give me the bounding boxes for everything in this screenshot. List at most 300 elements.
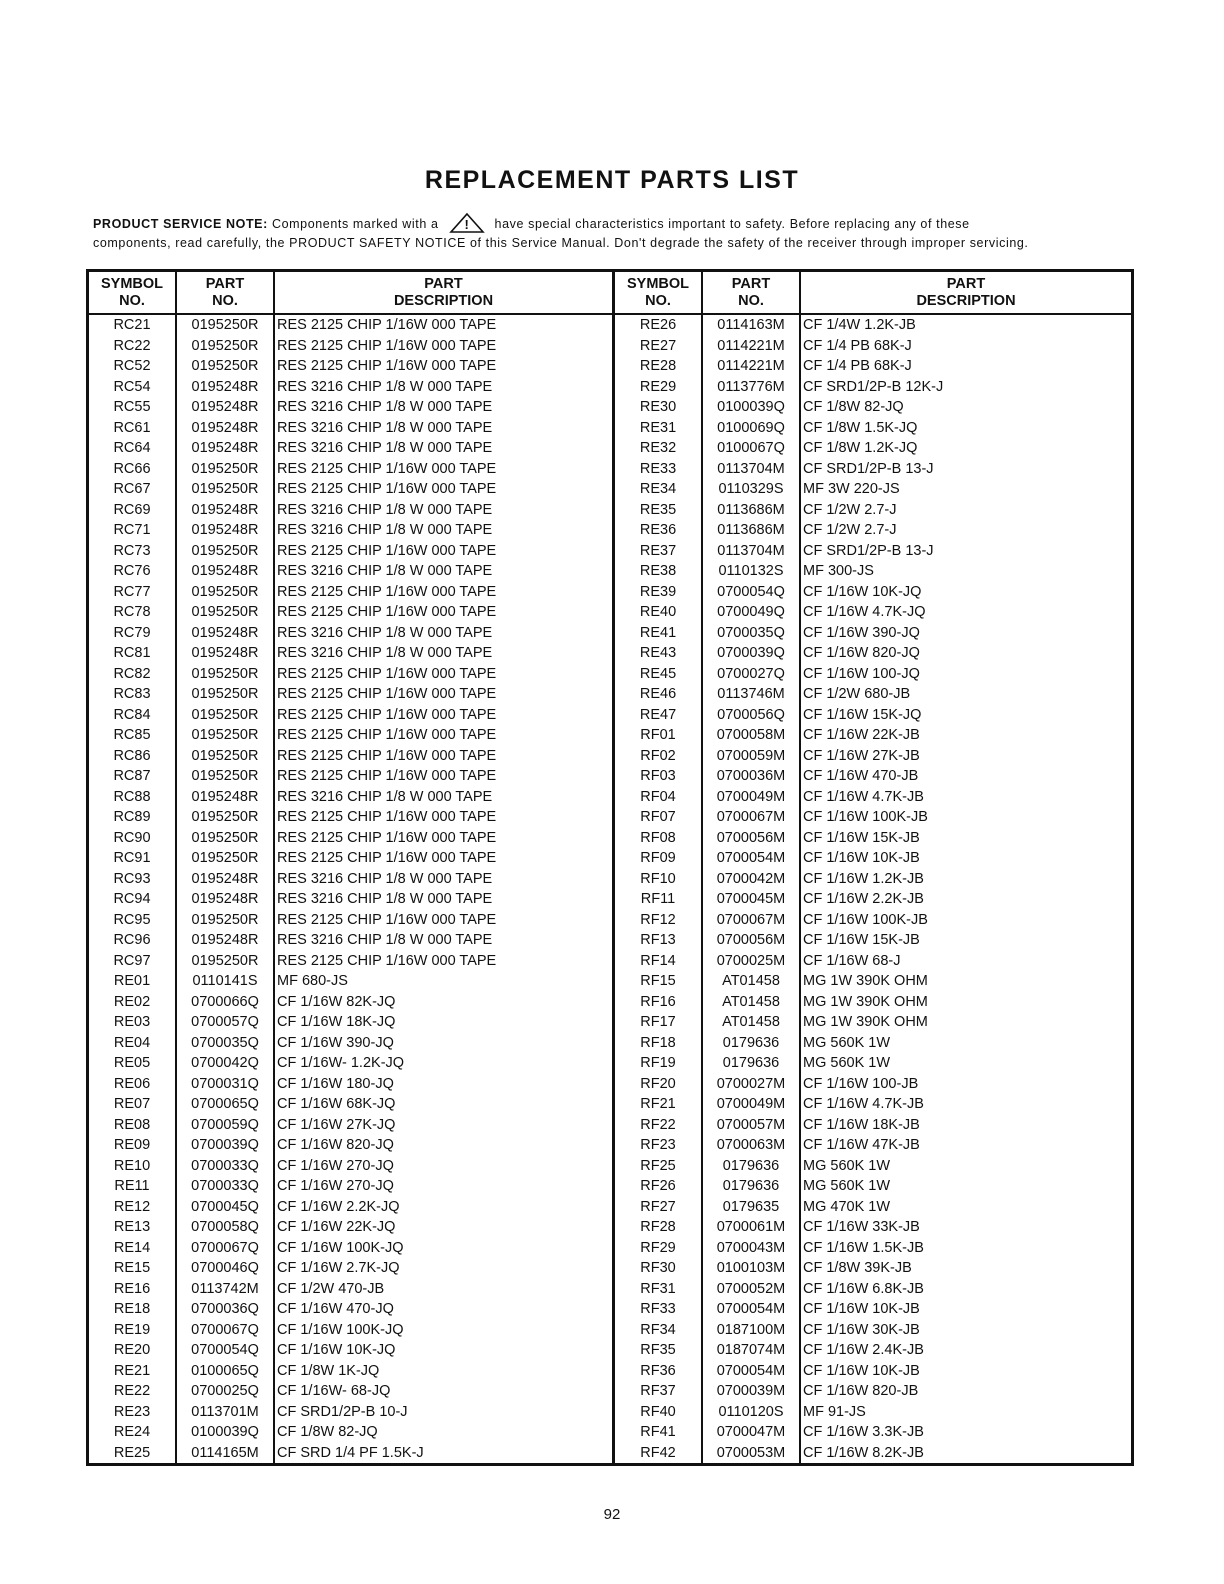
symbol-no: RF17 — [615, 1012, 703, 1033]
symbol-no: RC84 — [89, 705, 177, 726]
symbol-no: RE07 — [89, 1094, 177, 1115]
table-row — [89, 1320, 612, 1341]
part-no: 0700039M — [703, 1381, 801, 1402]
table-row — [615, 1115, 1131, 1136]
symbol-no: RE04 — [89, 1033, 177, 1054]
part-no: AT01458 — [703, 1012, 801, 1033]
table-row — [615, 520, 1131, 541]
part-no: 0700045Q — [177, 1197, 275, 1218]
symbol-no: RF40 — [615, 1402, 703, 1423]
table-row — [89, 1443, 612, 1464]
svg-text:!: ! — [464, 217, 469, 232]
table-row — [615, 1074, 1131, 1095]
part-description: CF 1/16W 68K-JQ — [277, 1096, 396, 1113]
part-no: 0195250R — [177, 828, 275, 849]
part-no: AT01458 — [703, 971, 801, 992]
symbol-no: RE06 — [89, 1074, 177, 1095]
part-description: CF 1/16W 68-J — [803, 952, 901, 969]
table-row — [89, 623, 612, 644]
part-no: 0110141S — [177, 971, 275, 992]
header-symbol-line2: NO. — [645, 292, 671, 309]
part-no: 0700025M — [703, 951, 801, 972]
table-row — [89, 561, 612, 582]
part-no: 0700067M — [703, 910, 801, 931]
part-description: CF 1/16W 1.5K-JB — [803, 1239, 924, 1256]
part-description: RES 2125 CHIP 1/16W 000 TAPE — [277, 481, 497, 498]
part-no: 0700059M — [703, 746, 801, 767]
part-description: CF 1/16W 820-JB — [803, 1383, 919, 1400]
part-no: 0100067Q — [703, 438, 801, 459]
part-description: CF 1/16W 100-JQ — [803, 665, 920, 682]
symbol-no: RE46 — [615, 684, 703, 705]
part-no: 0195250R — [177, 848, 275, 869]
table-row — [89, 1299, 612, 1320]
part-no: 0700054M — [703, 1361, 801, 1382]
symbol-no: RC89 — [89, 807, 177, 828]
symbol-no: RE10 — [89, 1156, 177, 1177]
part-description: CF 1/16W 2.2K-JB — [803, 891, 924, 908]
symbol-no: RF14 — [615, 951, 703, 972]
table-row — [615, 1156, 1131, 1177]
symbol-no: RC97 — [89, 951, 177, 972]
header-partno-line2: NO. — [212, 292, 238, 309]
part-no: 0110132S — [703, 561, 801, 582]
symbol-no: RC85 — [89, 725, 177, 746]
left-rows — [89, 315, 612, 1463]
part-description: CF 1/16W 390-JQ — [277, 1034, 394, 1051]
table-row — [89, 315, 612, 336]
symbol-no: RE14 — [89, 1238, 177, 1259]
part-description: RES 2125 CHIP 1/16W 000 TAPE — [277, 665, 497, 682]
part-description: RES 2125 CHIP 1/16W 000 TAPE — [277, 952, 497, 969]
table-row — [615, 725, 1131, 746]
part-description: CF 1/2W 470-JB — [277, 1280, 385, 1297]
part-no: 0700027Q — [703, 664, 801, 685]
part-no: 0700059Q — [177, 1115, 275, 1136]
table-row — [615, 438, 1131, 459]
symbol-no: RC94 — [89, 889, 177, 910]
symbol-no: RC52 — [89, 356, 177, 377]
part-no: 0700047M — [703, 1422, 801, 1443]
symbol-no: RF25 — [615, 1156, 703, 1177]
part-no: 0195248R — [177, 787, 275, 808]
part-no: 0195250R — [177, 766, 275, 787]
note-line-2: components, read carefully, the PRODUCT SAFETY NOTICE of this Service Manual. Don't degrade the safety of the receiver through improper servicing. — [93, 236, 1029, 250]
note-label: PRODUCT SERVICE NOTE: — [93, 217, 268, 231]
part-no: 0700036M — [703, 766, 801, 787]
part-description: RES 3216 CHIP 1/8 W 000 TAPE — [277, 788, 493, 805]
part-description: CF 1/16W 820-JQ — [803, 645, 920, 662]
page-number: 92 — [603, 1506, 621, 1523]
part-no: 0700053M — [703, 1443, 801, 1464]
part-no: 0700058Q — [177, 1217, 275, 1238]
symbol-no: RC21 — [89, 315, 177, 336]
part-no: 0100103M — [703, 1258, 801, 1279]
table-row — [615, 889, 1131, 910]
symbol-no: RE01 — [89, 971, 177, 992]
part-description: CF 1/8W 1.5K-JQ — [803, 419, 918, 436]
table-row — [89, 397, 612, 418]
part-no: 0195248R — [177, 869, 275, 890]
symbol-no: RF26 — [615, 1176, 703, 1197]
symbol-no: RF28 — [615, 1217, 703, 1238]
part-description: CF 1/16W 470-JB — [803, 768, 919, 785]
part-no: 0700054M — [703, 848, 801, 869]
part-no: 0700043M — [703, 1238, 801, 1259]
symbol-no: RC81 — [89, 643, 177, 664]
part-description: CF 1/8W 1K-JQ — [277, 1362, 380, 1379]
symbol-no: RE33 — [615, 459, 703, 480]
part-description: CF 1/16W 100K-JQ — [277, 1321, 404, 1338]
part-no: 0195248R — [177, 643, 275, 664]
part-no: 0700054Q — [703, 582, 801, 603]
table-row — [89, 807, 612, 828]
part-no: 0195248R — [177, 520, 275, 541]
part-description: RES 2125 CHIP 1/16W 000 TAPE — [277, 337, 497, 354]
table-row — [89, 684, 612, 705]
part-no: 0700039Q — [177, 1135, 275, 1156]
part-no: 0195250R — [177, 602, 275, 623]
symbol-no: RF09 — [615, 848, 703, 869]
part-no: 0700039Q — [703, 643, 801, 664]
part-no: 0100039Q — [177, 1422, 275, 1443]
symbol-no: RF20 — [615, 1074, 703, 1095]
part-description: CF SRD1/2P-B 12K-J — [803, 378, 944, 395]
part-no: 0100065Q — [177, 1361, 275, 1382]
part-description: CF 1/2W 2.7-J — [803, 522, 897, 539]
part-no: 0195248R — [177, 623, 275, 644]
symbol-no: RE21 — [89, 1361, 177, 1382]
part-no: 0114163M — [703, 315, 801, 336]
part-no: 0700056M — [703, 828, 801, 849]
table-row — [615, 848, 1131, 869]
table-row — [615, 1258, 1131, 1279]
part-no: 0187100M — [703, 1320, 801, 1341]
table-row — [89, 828, 612, 849]
table-row — [615, 1197, 1131, 1218]
header-desc-line1: PART — [424, 275, 463, 292]
table-row — [615, 1381, 1131, 1402]
table-row — [89, 582, 612, 603]
part-no: 0195250R — [177, 479, 275, 500]
symbol-no: RE36 — [615, 520, 703, 541]
symbol-no: RF21 — [615, 1094, 703, 1115]
parts-table-left — [89, 272, 615, 1463]
table-row — [615, 418, 1131, 439]
part-no: 0700066Q — [177, 992, 275, 1013]
table-row — [89, 705, 612, 726]
part-description: RES 2125 CHIP 1/16W 000 TAPE — [277, 809, 497, 826]
table-row — [89, 1115, 612, 1136]
table-row — [89, 992, 612, 1013]
symbol-no: RE25 — [89, 1443, 177, 1464]
part-no: 0700042M — [703, 869, 801, 890]
part-no: 0195250R — [177, 951, 275, 972]
table-row — [89, 643, 612, 664]
part-no: 0179636 — [703, 1156, 801, 1177]
symbol-no: RC93 — [89, 869, 177, 890]
symbol-no: RC87 — [89, 766, 177, 787]
symbol-no: RC22 — [89, 336, 177, 357]
table-row — [89, 664, 612, 685]
table-row — [89, 889, 612, 910]
part-description: MG 1W 390K OHM — [803, 973, 928, 990]
part-no: 0187074M — [703, 1340, 801, 1361]
table-row — [89, 1279, 612, 1300]
part-description: CF 1/16W- 1.2K-JQ — [277, 1055, 405, 1072]
part-description: CF 1/8W 82-JQ — [277, 1424, 378, 1441]
part-description: CF 1/16W 270-JQ — [277, 1178, 394, 1195]
part-description: CF 1/16W- 68-JQ — [277, 1383, 391, 1400]
part-description: CF 1/16W 100K-JB — [803, 911, 928, 928]
part-description: CF 1/16W 4.7K-JB — [803, 1096, 924, 1113]
table-row — [89, 1258, 612, 1279]
part-description: CF 1/16W 180-JQ — [277, 1075, 394, 1092]
part-description: RES 3216 CHIP 1/8 W 000 TAPE — [277, 522, 493, 539]
table-row — [615, 746, 1131, 767]
part-description: CF 1/16W 33K-JB — [803, 1219, 920, 1236]
symbol-no: RE28 — [615, 356, 703, 377]
part-no: 0195248R — [177, 500, 275, 521]
table-row — [615, 459, 1131, 480]
part-no: 0700058M — [703, 725, 801, 746]
table-row — [615, 315, 1131, 336]
table-row — [89, 1176, 612, 1197]
symbol-no: RE02 — [89, 992, 177, 1013]
part-no: 0700067Q — [177, 1238, 275, 1259]
symbol-no: RE40 — [615, 602, 703, 623]
table-row — [89, 766, 612, 787]
symbol-no: RE15 — [89, 1258, 177, 1279]
part-description: RES 3216 CHIP 1/8 W 000 TAPE — [277, 891, 493, 908]
part-description: CF SRD 1/4 PF 1.5K-J — [277, 1444, 424, 1461]
symbol-no: RE08 — [89, 1115, 177, 1136]
part-no: 0195250R — [177, 684, 275, 705]
part-no: 0195248R — [177, 418, 275, 439]
symbol-no: RF22 — [615, 1115, 703, 1136]
part-no: 0195250R — [177, 910, 275, 931]
part-description: CF 1/16W 100K-JB — [803, 809, 928, 826]
part-no: 0700036Q — [177, 1299, 275, 1320]
part-no: 0195250R — [177, 315, 275, 336]
part-no: 0700042Q — [177, 1053, 275, 1074]
symbol-no: RE18 — [89, 1299, 177, 1320]
part-description: CF 1/16W 27K-JB — [803, 747, 920, 764]
part-no: 0110120S — [703, 1402, 801, 1423]
header-desc-line2: DESCRIPTION — [916, 292, 1016, 309]
table-row — [615, 1361, 1131, 1382]
table-row — [615, 643, 1131, 664]
symbol-no: RF34 — [615, 1320, 703, 1341]
symbol-no: RF33 — [615, 1299, 703, 1320]
table-row — [615, 930, 1131, 951]
part-description: CF 1/16W 4.7K-JB — [803, 788, 924, 805]
part-no: 0195248R — [177, 561, 275, 582]
table-row — [89, 479, 612, 500]
symbol-no: RE03 — [89, 1012, 177, 1033]
part-description: RES 2125 CHIP 1/16W 000 TAPE — [277, 358, 497, 375]
part-no: 0179636 — [703, 1176, 801, 1197]
part-no: 0195250R — [177, 356, 275, 377]
symbol-no: RE05 — [89, 1053, 177, 1074]
part-description: CF 1/4 PB 68K-J — [803, 337, 912, 354]
table-row — [89, 1012, 612, 1033]
part-description: CF 1/16W 47K-JB — [803, 1137, 920, 1154]
table-row — [89, 1053, 612, 1074]
part-description: CF 1/16W 6.8K-JB — [803, 1280, 924, 1297]
symbol-no: RE37 — [615, 541, 703, 562]
part-description: RES 3216 CHIP 1/8 W 000 TAPE — [277, 419, 493, 436]
part-description: CF 1/4W 1.2K-JB — [803, 317, 916, 334]
part-no: 0113686M — [703, 500, 801, 521]
table-row — [615, 582, 1131, 603]
part-no: 0113704M — [703, 459, 801, 480]
symbol-no: RC83 — [89, 684, 177, 705]
symbol-no: RC82 — [89, 664, 177, 685]
symbol-no: RF29 — [615, 1238, 703, 1259]
part-no: 0700035Q — [177, 1033, 275, 1054]
symbol-no: RC67 — [89, 479, 177, 500]
part-description: CF 1/8W 1.2K-JQ — [803, 440, 918, 457]
part-description: CF 1/4 PB 68K-J — [803, 358, 912, 375]
table-row — [89, 377, 612, 398]
table-row — [89, 1361, 612, 1382]
symbol-no: RE19 — [89, 1320, 177, 1341]
symbol-no: RF27 — [615, 1197, 703, 1218]
part-description: CF 1/16W 27K-JQ — [277, 1116, 396, 1133]
table-header — [615, 272, 1131, 315]
table-row — [615, 356, 1131, 377]
part-description: RES 3216 CHIP 1/8 W 000 TAPE — [277, 440, 493, 457]
part-no: 0179635 — [703, 1197, 801, 1218]
table-row — [615, 1053, 1131, 1074]
part-description: CF 1/16W 100K-JQ — [277, 1239, 404, 1256]
part-description: RES 2125 CHIP 1/16W 000 TAPE — [277, 460, 497, 477]
parts-table-right — [615, 272, 1131, 1463]
table-row — [89, 1197, 612, 1218]
symbol-no: RC64 — [89, 438, 177, 459]
part-no: 0700067Q — [177, 1320, 275, 1341]
part-description: MF 91-JS — [803, 1403, 866, 1420]
part-no: 0195250R — [177, 582, 275, 603]
symbol-no: RE13 — [89, 1217, 177, 1238]
part-description: CF 1/16W 82K-JQ — [277, 993, 396, 1010]
symbol-no: RF36 — [615, 1361, 703, 1382]
symbol-no: RE31 — [615, 418, 703, 439]
symbol-no: RC90 — [89, 828, 177, 849]
part-description: CF 1/16W 22K-JQ — [277, 1219, 396, 1236]
table-row — [615, 1402, 1131, 1423]
note-text-after-icon: have special characteristics important to safety. Before replacing any of these — [494, 217, 970, 231]
part-description: CF 1/16W 390-JQ — [803, 624, 920, 641]
header-symbol-line1: SYMBOL — [100, 275, 164, 292]
table-row — [615, 684, 1131, 705]
part-no: 0700049M — [703, 1094, 801, 1115]
part-no: 0195248R — [177, 889, 275, 910]
table-row — [615, 828, 1131, 849]
symbol-no: RF02 — [615, 746, 703, 767]
table-row — [89, 725, 612, 746]
part-no: 0100069Q — [703, 418, 801, 439]
part-no: 0700054M — [703, 1299, 801, 1320]
symbol-no: RC91 — [89, 848, 177, 869]
part-description: CF 1/8W 82-JQ — [803, 399, 904, 416]
table-row — [615, 787, 1131, 808]
table-row — [89, 951, 612, 972]
symbol-no: RC77 — [89, 582, 177, 603]
part-no: 0114221M — [703, 336, 801, 357]
table-row — [89, 418, 612, 439]
part-description: RES 2125 CHIP 1/16W 000 TAPE — [277, 583, 497, 600]
part-description: CF 1/16W 2.4K-JB — [803, 1342, 924, 1359]
table-row — [89, 1074, 612, 1095]
part-description: RES 3216 CHIP 1/8 W 000 TAPE — [277, 932, 493, 949]
part-no: 0700033Q — [177, 1176, 275, 1197]
part-no: 0195250R — [177, 459, 275, 480]
table-row — [615, 869, 1131, 890]
part-description: RES 2125 CHIP 1/16W 000 TAPE — [277, 604, 497, 621]
table-row — [615, 1299, 1131, 1320]
symbol-no: RE35 — [615, 500, 703, 521]
table-row — [615, 971, 1131, 992]
part-no: 0113701M — [177, 1402, 275, 1423]
table-row — [615, 1033, 1131, 1054]
symbol-no: RC71 — [89, 520, 177, 541]
right-rows — [615, 315, 1131, 1463]
table-row — [615, 1135, 1131, 1156]
symbol-no: RF37 — [615, 1381, 703, 1402]
part-description: MF 680-JS — [277, 973, 348, 990]
table-row — [615, 541, 1131, 562]
part-description: CF 1/16W 3.3K-JB — [803, 1424, 924, 1441]
symbol-no: RE24 — [89, 1422, 177, 1443]
part-description: CF 1/16W 2.2K-JQ — [277, 1198, 400, 1215]
part-description: CF SRD1/2P-B 13-J — [803, 542, 934, 559]
part-no: 0700025Q — [177, 1381, 275, 1402]
part-description: RES 2125 CHIP 1/16W 000 TAPE — [277, 706, 497, 723]
part-description: MG 560K 1W — [803, 1055, 891, 1072]
part-no: 0195250R — [177, 336, 275, 357]
part-no: 0113746M — [703, 684, 801, 705]
part-no: 0700065Q — [177, 1094, 275, 1115]
part-description: CF SRD1/2P-B 10-J — [277, 1403, 408, 1420]
symbol-no: RF11 — [615, 889, 703, 910]
table-row — [615, 561, 1131, 582]
table-header — [89, 272, 612, 315]
part-description: MG 560K 1W — [803, 1178, 891, 1195]
part-no: AT01458 — [703, 992, 801, 1013]
table-row — [615, 1176, 1131, 1197]
table-row — [89, 1422, 612, 1443]
table-row — [89, 930, 612, 951]
header-partno-line2: NO. — [738, 292, 764, 309]
symbol-no: RF16 — [615, 992, 703, 1013]
table-row — [89, 459, 612, 480]
part-description: RES 2125 CHIP 1/16W 000 TAPE — [277, 727, 497, 744]
symbol-no: RC69 — [89, 500, 177, 521]
part-no: 0700045M — [703, 889, 801, 910]
part-no: 0700056Q — [703, 705, 801, 726]
table-row — [615, 1238, 1131, 1259]
part-no: 0114221M — [703, 356, 801, 377]
part-description: RES 2125 CHIP 1/16W 000 TAPE — [277, 911, 497, 928]
table-row — [615, 1279, 1131, 1300]
symbol-no: RE20 — [89, 1340, 177, 1361]
table-row — [615, 992, 1131, 1013]
table-row — [615, 623, 1131, 644]
symbol-no: RF31 — [615, 1279, 703, 1300]
part-description: RES 2125 CHIP 1/16W 000 TAPE — [277, 317, 497, 334]
